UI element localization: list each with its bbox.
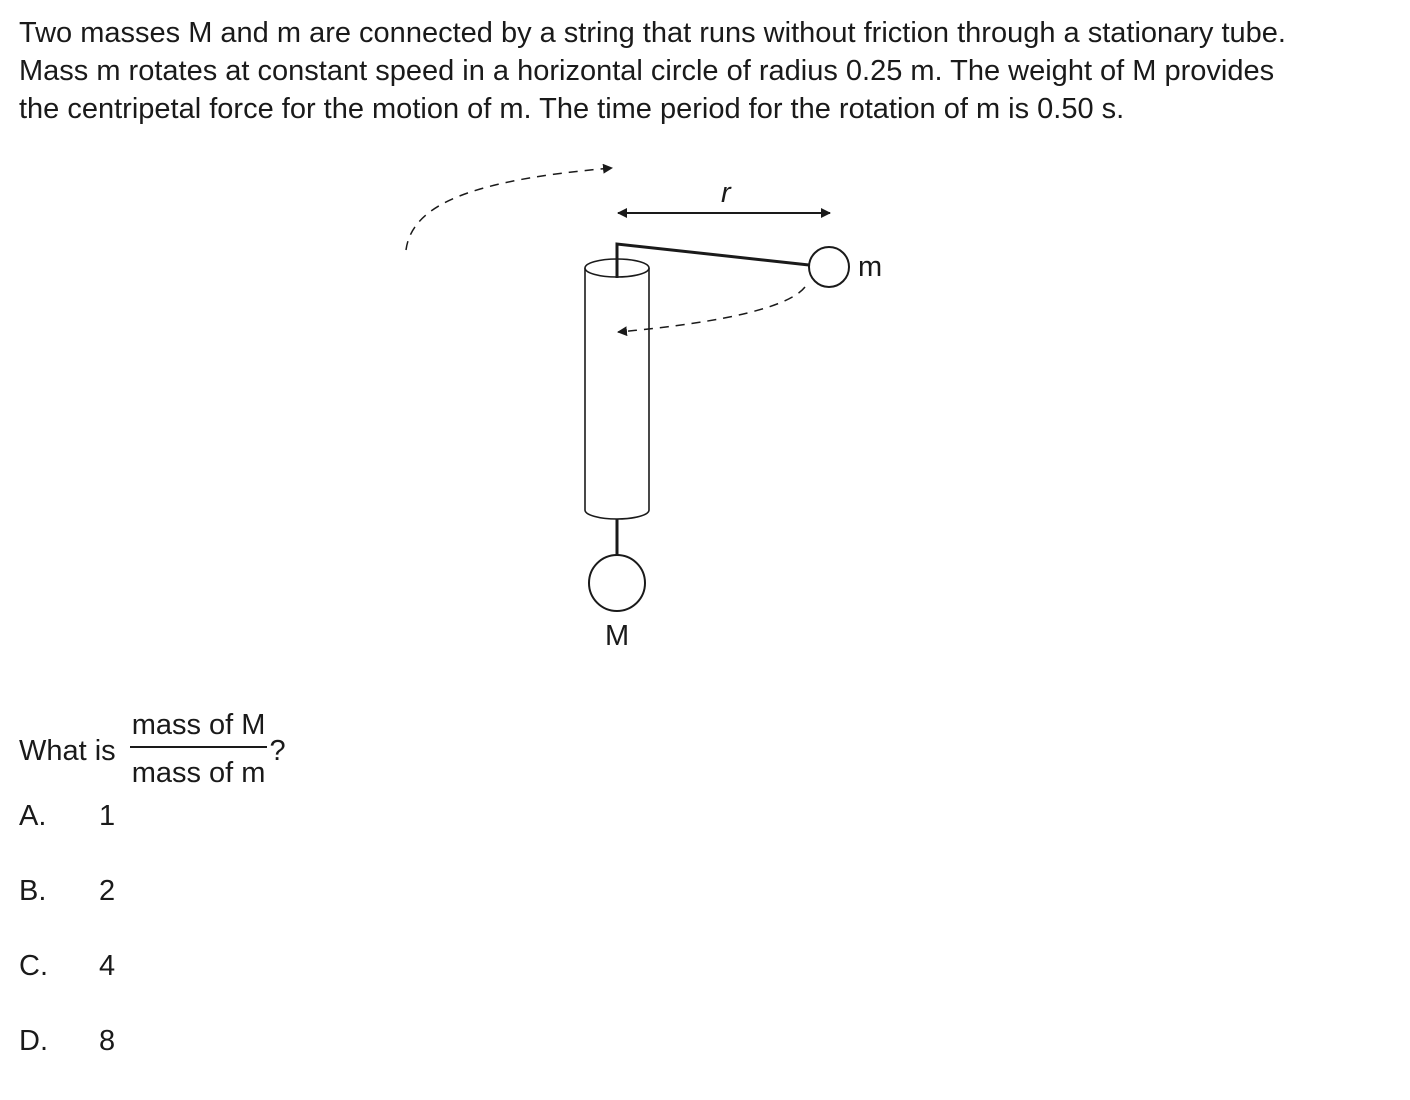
option-b-letter: B. bbox=[19, 875, 47, 907]
tube bbox=[585, 268, 649, 519]
prompt-prefix: What is bbox=[19, 734, 116, 767]
option-d[interactable] bbox=[19, 1025, 115, 1100]
option-a-letter: A. bbox=[19, 800, 47, 832]
stem-line-3: the centripetal force for the motion of m. The time period for the rotation of m is 0.50 s. bbox=[19, 93, 1125, 125]
stem-line-2: Mass m rotates at constant speed in a horizontal circle of radius 0.25 m. The weight of M provides bbox=[19, 55, 1275, 87]
hanging-mass-M bbox=[589, 555, 645, 611]
option-b-value: 2 bbox=[99, 875, 116, 907]
option-c[interactable] bbox=[19, 950, 115, 1025]
fraction-numerator: mass of M bbox=[130, 708, 268, 748]
radius-label: r bbox=[721, 177, 731, 209]
option-d-letter: D. bbox=[19, 1025, 48, 1057]
answer-options bbox=[19, 800, 115, 1100]
question-prompt bbox=[19, 706, 286, 796]
fraction-denominator: mass of m bbox=[131, 757, 266, 789]
small-mass-m bbox=[809, 247, 849, 287]
stem-line-1: Two masses M and m are connected by a string that runs without friction through a stationary tube. bbox=[19, 17, 1286, 49]
option-a-value: 1 bbox=[99, 800, 116, 832]
option-c-letter: C. bbox=[19, 950, 48, 982]
option-c-value: 4 bbox=[99, 950, 116, 982]
option-d-value: 8 bbox=[99, 1025, 116, 1057]
prompt-suffix: ? bbox=[269, 734, 286, 767]
small-mass-label: m bbox=[858, 251, 883, 283]
hanging-mass-label: M bbox=[605, 620, 630, 652]
option-a[interactable] bbox=[19, 800, 115, 875]
mass-ratio-fraction bbox=[130, 708, 268, 790]
option-b[interactable] bbox=[19, 875, 115, 950]
rotation-arc-back bbox=[406, 168, 612, 250]
